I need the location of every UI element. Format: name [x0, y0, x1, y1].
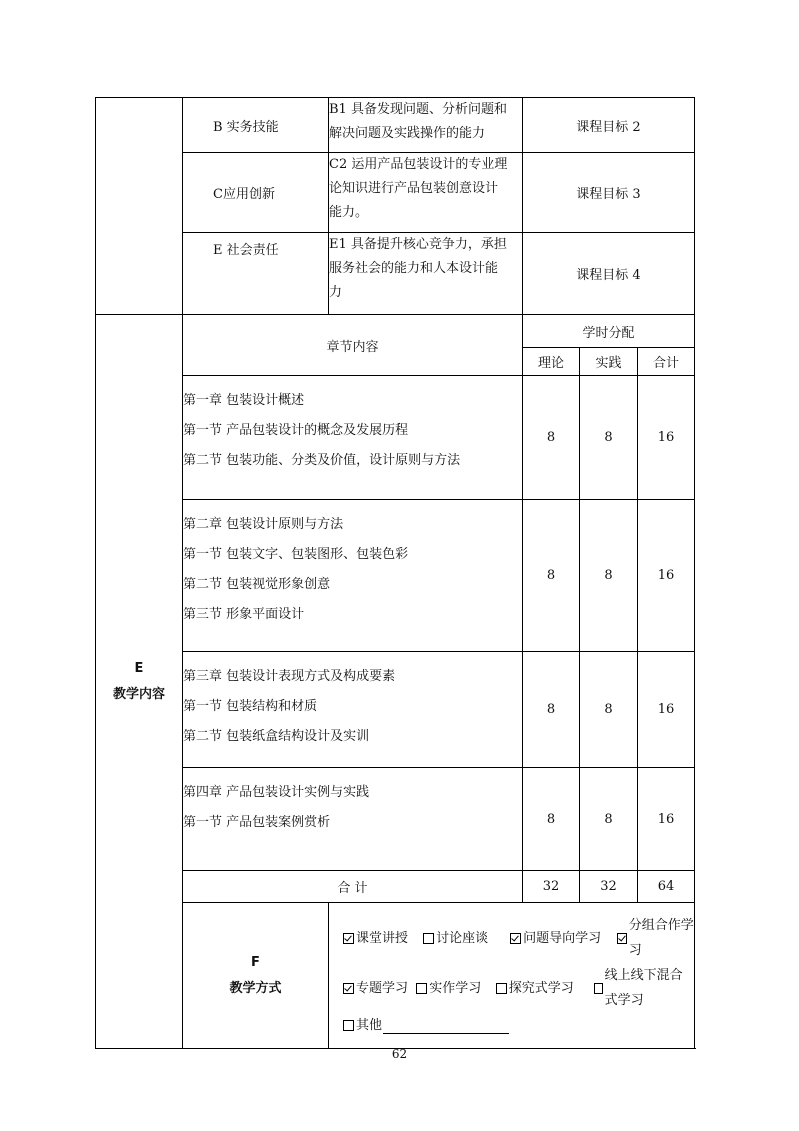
hours-header: 学时分配 [523, 315, 695, 348]
method-section-label [183, 903, 329, 1049]
objective-target: 课程目标 2 [523, 98, 695, 153]
method-option[interactable]: 线上线下混合式学习 [594, 963, 694, 1013]
content-header-row [96, 315, 695, 348]
chapter-row [96, 652, 695, 768]
checkbox-icon[interactable] [343, 1020, 354, 1031]
objective-line: 能力。 [329, 205, 369, 220]
chapter-line: 第二节 包装功能、分类及价值，设计原则与方法 [183, 453, 461, 468]
total-hours: 16 [638, 500, 695, 652]
total-hours: 16 [638, 376, 695, 500]
practice-hours: 8 [580, 768, 638, 871]
objective-line: 力 [329, 285, 343, 300]
chapter-content [183, 500, 523, 652]
checkbox-icon[interactable] [617, 933, 627, 944]
other-input-line[interactable] [383, 1017, 509, 1034]
sum-practice: 32 [580, 871, 638, 903]
chapter-line: 第二章 包装设计原则与方法 [183, 517, 344, 532]
objective-category: B 实务技能 [183, 98, 329, 153]
theory-hours: 8 [523, 652, 580, 768]
chapter-line: 第二节 包装纸盒结构设计及实训 [183, 729, 370, 744]
syllabus-table [95, 97, 695, 1049]
objective-line: 服务社会的能力和人本设计能 [329, 261, 499, 276]
chapter-row [96, 768, 695, 871]
practice-hours: 8 [580, 376, 638, 500]
objective-line: C2 运用产品包装设计的专业理 [329, 157, 508, 172]
method-options [329, 903, 695, 1049]
method-option[interactable]: 专题学习 [343, 963, 416, 1013]
chapter-content [183, 376, 523, 500]
checkbox-icon[interactable] [594, 983, 603, 994]
sum-theory: 32 [523, 871, 580, 903]
content-label-text: 教学内容 [112, 686, 165, 702]
checkbox-icon[interactable] [343, 933, 354, 944]
total-hours: 16 [638, 768, 695, 871]
method-option[interactable]: 其他 [343, 1013, 509, 1038]
objective-description [329, 98, 523, 153]
checkbox-icon[interactable] [496, 983, 507, 994]
chapter-line: 第一节 包装结构和材质 [183, 699, 318, 714]
objective-line: 论知识进行产品包装创意设计 [329, 181, 499, 196]
method-option[interactable]: 问题导向学习 [510, 913, 617, 963]
checkbox-icon[interactable] [423, 933, 434, 944]
checkbox-icon[interactable] [416, 983, 427, 994]
method-option[interactable]: 讨论座谈 [423, 913, 510, 963]
practice-hours: 8 [580, 652, 638, 768]
chapter-line: 第一章 包装设计概述 [183, 393, 305, 408]
chapter-line: 第四章 产品包装设计实例与实践 [183, 785, 370, 800]
objective-line: 解决问题及实践操作的能力 [329, 126, 486, 141]
theory-hours: 8 [523, 500, 580, 652]
method-row [96, 903, 695, 1049]
theory-header: 理论 [523, 348, 580, 376]
chapter-row [96, 376, 695, 500]
theory-hours: 8 [523, 768, 580, 871]
content-section-label [96, 315, 183, 1049]
chapter-line: 第一节 产品包装设计的概念及发展历程 [183, 423, 409, 438]
sum-row [96, 871, 695, 903]
chapter-line: 第一节 产品包装案例赏析 [183, 815, 331, 830]
chapter-header: 章节内容 [183, 315, 523, 376]
objective-line: E1 具备提升核心竞争力，承担 [329, 237, 507, 252]
method-option[interactable]: 探究式学习 [496, 963, 594, 1013]
method-option[interactable]: 实作学习 [416, 963, 495, 1013]
checkbox-icon[interactable] [510, 933, 521, 944]
chapter-content [183, 652, 523, 768]
objective-category: E 社会责任 [183, 233, 329, 315]
method-option[interactable]: 课堂讲授 [343, 913, 423, 963]
method-option[interactable]: 分组合作学习 [617, 913, 694, 963]
checkbox-icon[interactable] [343, 983, 354, 994]
content-label-letter: E [134, 660, 144, 676]
chapter-line: 第一节 包装文字、包装图形、包装色彩 [183, 547, 409, 562]
objective-row [96, 233, 695, 315]
objective-target: 课程目标 3 [523, 153, 695, 233]
sum-total: 64 [638, 871, 695, 903]
chapter-line: 第三节 形象平面设计 [183, 607, 305, 622]
method-label-letter: F [251, 954, 260, 970]
objective-row [96, 98, 695, 153]
method-label-text: 教学方式 [229, 980, 282, 996]
sum-label: 合 计 [183, 871, 523, 903]
total-header: 合计 [638, 348, 695, 376]
theory-hours: 8 [523, 376, 580, 500]
objective-target: 课程目标 4 [523, 233, 695, 315]
objective-row [96, 153, 695, 233]
chapter-line: 第三章 包装设计表现方式及构成要素 [183, 669, 396, 684]
objective-description [329, 233, 523, 315]
practice-header: 实践 [580, 348, 638, 376]
objective-category: C应用创新 [183, 153, 329, 233]
chapter-line: 第二节 包装视觉形象创意 [183, 577, 331, 592]
objective-description [329, 153, 523, 233]
chapter-content [183, 768, 523, 871]
page-number: 62 [391, 1047, 408, 1061]
objective-line: B1 具备发现问题、分析问题和 [329, 102, 507, 117]
total-hours: 16 [638, 652, 695, 768]
objectives-left-cell [96, 98, 183, 315]
practice-hours: 8 [580, 500, 638, 652]
chapter-row [96, 500, 695, 652]
